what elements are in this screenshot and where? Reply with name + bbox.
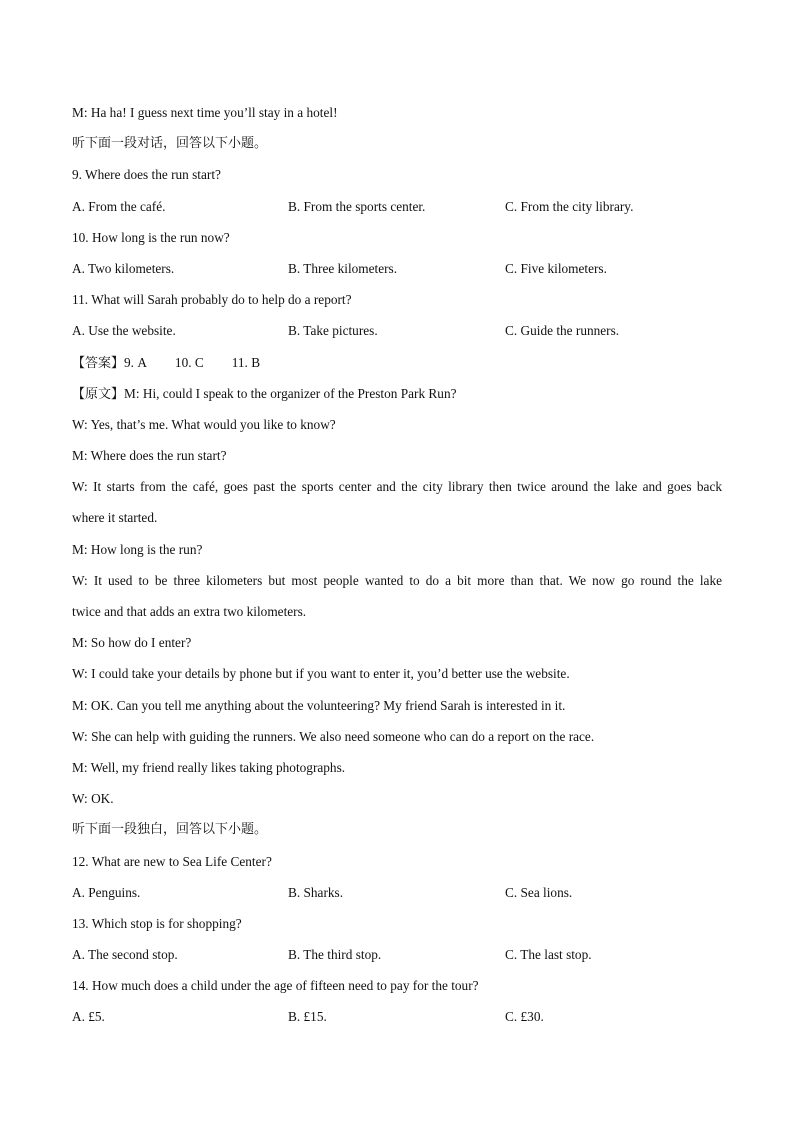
transcript-line: M: How long is the run? xyxy=(72,541,203,557)
option-9b: B. From the sports center. xyxy=(288,198,426,214)
transcript-line: W: OK. xyxy=(72,791,114,807)
transcript-line: M: So how do I enter? xyxy=(72,635,192,651)
option-12a: A. Penguins. xyxy=(72,884,141,900)
question-14: 14. How much does a child under the age of fifteen need to pay for the tour? xyxy=(72,978,479,994)
option-10b: B. Three kilometers. xyxy=(288,260,398,276)
options-11 xyxy=(72,315,722,346)
transcript-line: twice and that adds an extra two kilometers. xyxy=(72,604,307,619)
option-12b: B. Sharks. xyxy=(288,884,344,900)
option-9c: C. From the city library. xyxy=(505,198,634,214)
options-12 xyxy=(72,877,722,908)
option-10a: A. Two kilometers. xyxy=(72,260,175,276)
document-page xyxy=(72,97,722,1033)
option-14b: B. £15. xyxy=(288,1009,327,1025)
option-13b: B. The third stop. xyxy=(288,947,382,963)
answer-11: 11. B xyxy=(231,354,261,370)
options-10 xyxy=(72,253,722,284)
option-12c: C. Sea lions. xyxy=(505,884,573,900)
section1-heading: 听下面一段对话，回答以下小题。 xyxy=(72,136,268,152)
answer-line xyxy=(72,347,722,378)
answer-9: 9. A xyxy=(124,354,147,370)
question-11: 11. What will Sarah probably do to help do a report? xyxy=(72,292,352,308)
options-13 xyxy=(72,939,722,970)
section2-heading: 听下面一段独白，回答以下小题。 xyxy=(72,822,268,838)
question-10: 10. How long is the run now? xyxy=(72,229,230,245)
transcript-line: M: OK. Can you tell me anything about the volunteering? My friend Sarah is interested in it. xyxy=(72,697,566,713)
transcript-line: M: Well, my friend really likes taking photographs. xyxy=(72,759,346,775)
options-9 xyxy=(72,191,722,222)
option-13c: C. The last stop. xyxy=(505,947,592,963)
question-13: 13. Which stop is for shopping? xyxy=(72,915,242,931)
option-14c: C. £30. xyxy=(505,1009,544,1025)
option-13a: A. The second stop. xyxy=(72,947,178,963)
transcript-line: W: I could take your details by phone but if you want to enter it, you’d better use the website. xyxy=(72,666,570,682)
transcript-text: M: Hi, could I speak to the organizer of the Preston Park Run? xyxy=(124,385,457,401)
transcript-line: W: It used to be three kilometers but most people wanted to do a bit more than that. We now go round the lake xyxy=(72,572,722,588)
transcript-line: W: Yes, that’s me. What would you like to know? xyxy=(72,416,336,432)
option-11a: A. Use the website. xyxy=(72,323,176,339)
transcript-line: W: She can help with guiding the runners. We also need someone who can do a report on the race. xyxy=(72,728,595,744)
answer-label: 【答案】 xyxy=(72,355,125,371)
option-14a: A. £5. xyxy=(72,1009,105,1025)
option-10c: C. Five kilometers. xyxy=(505,260,607,276)
transcript-line: W: It starts from the café, goes past the sports center and the city library then twice around the lake and goes back xyxy=(72,479,722,495)
option-11c: C. Guide the runners. xyxy=(505,323,620,339)
options-14 xyxy=(72,1001,722,1032)
intro-line: M: Ha ha! I guess next time you’ll stay in a hotel! xyxy=(72,105,338,120)
transcript-line xyxy=(72,378,722,409)
transcript-line: M: Where does the run start? xyxy=(72,448,227,464)
question-12: 12. What are new to Sea Life Center? xyxy=(72,853,272,869)
option-9a: A. From the café. xyxy=(72,198,166,214)
question-9: 9. Where does the run start? xyxy=(72,167,221,183)
transcript-line: where it started. xyxy=(72,510,158,526)
transcript-label: 【原文】 xyxy=(72,386,125,402)
option-11b: B. Take pictures. xyxy=(288,323,378,339)
answer-10: 10. C xyxy=(174,354,204,370)
